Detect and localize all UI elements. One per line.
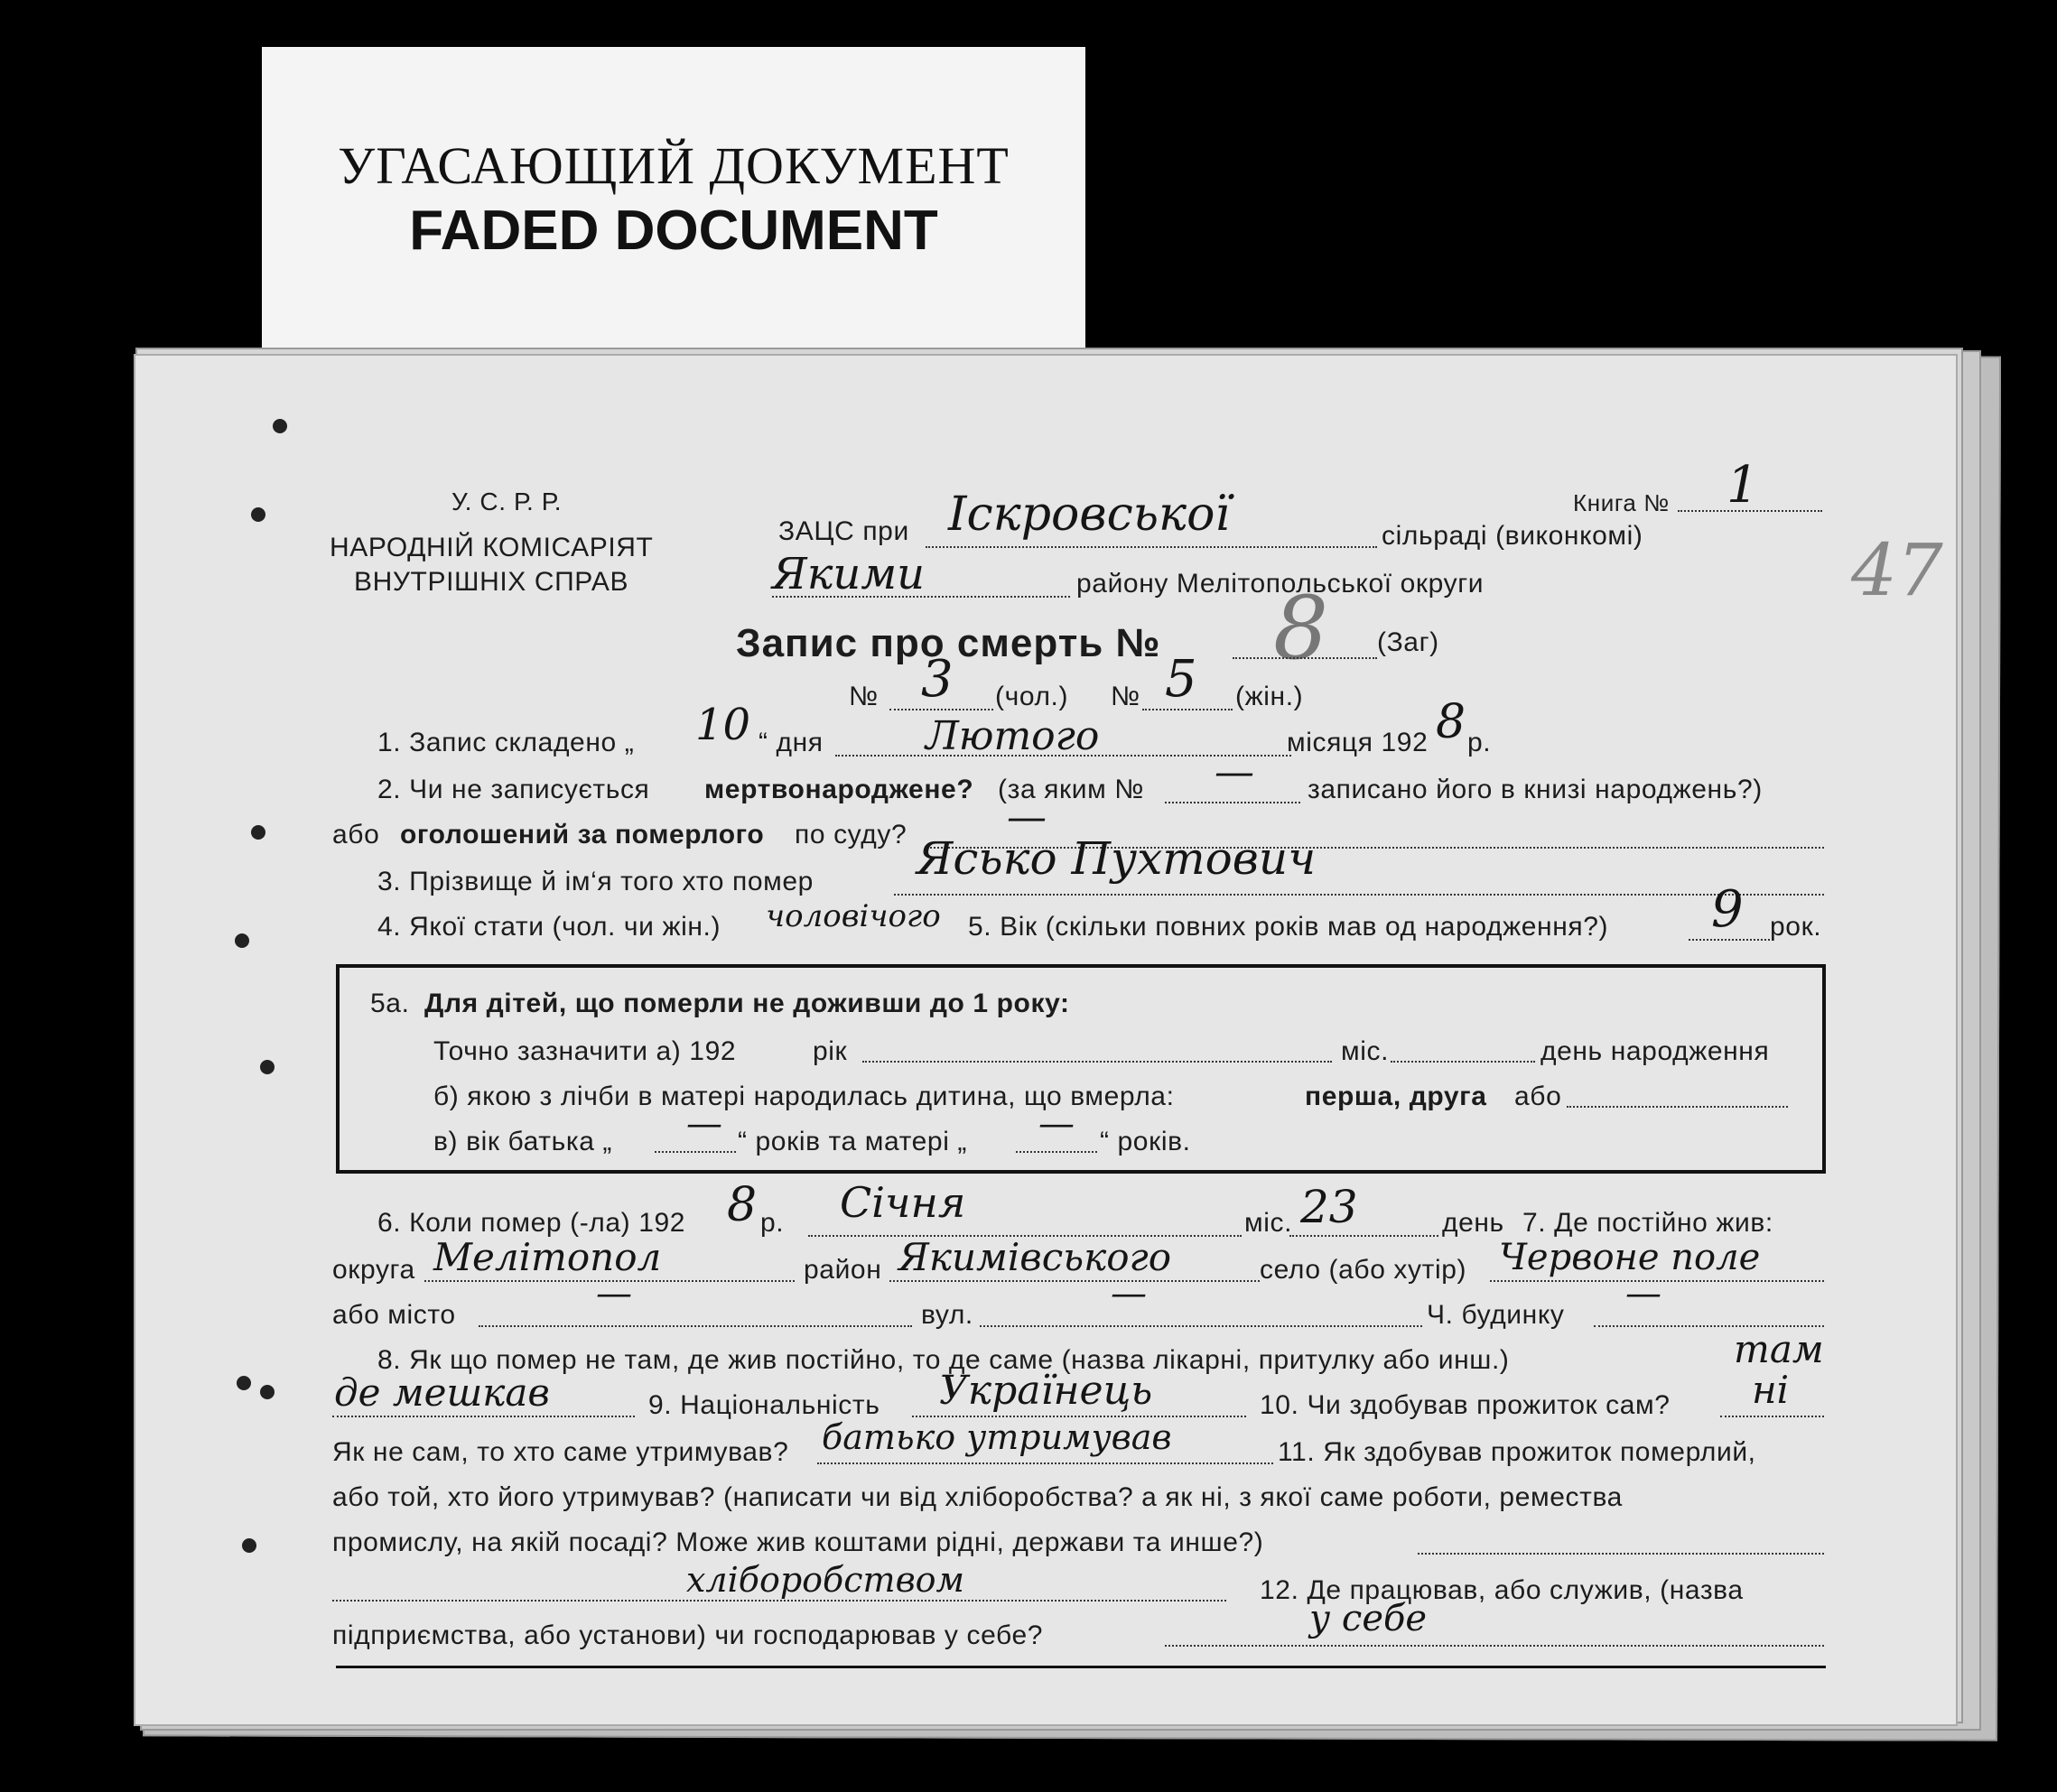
field-6-den: день: [1442, 1208, 1504, 1238]
label-ru: УГАСАЮЩИЙ ДОКУМЕНТ: [338, 136, 1010, 195]
record-title: Запис про смерть №: [736, 621, 1161, 665]
field-2-declared-dead: оголошений за померлого: [400, 820, 765, 850]
selo-label: село (або хутір): [1260, 1255, 1467, 1285]
box5a-line2-a: Точно зазначити а) 192: [433, 1036, 737, 1066]
field-11-line3: промислу, на якій посаді? Може жив коштами рідні, держави та инше?): [332, 1527, 1264, 1557]
field-11-label: 11. Як здобував прожиток померлий,: [1278, 1437, 1756, 1467]
side-number: 47: [1851, 528, 1943, 612]
zhin-label: (жін.): [1235, 682, 1304, 711]
field-8-line: [332, 1416, 635, 1417]
field-2-value: —: [1215, 749, 1254, 795]
box5a-line3: б) якою з лічби в матері народилась дитина, що вмерла:: [433, 1082, 1175, 1111]
box5a-month-line: [1391, 1061, 1535, 1063]
field-6-month: Січня: [840, 1178, 966, 1227]
misto-value: —: [596, 1273, 632, 1314]
field-3-label: 3. Прізвище й ім‘я того хто помер: [377, 867, 814, 896]
field-11-line3-dots: [1418, 1553, 1824, 1555]
zags-label: ЗАЦС при: [778, 516, 909, 546]
field-5-value: 9: [1711, 880, 1744, 939]
field-1-month: Лютого: [926, 713, 1100, 759]
field-6-day-line: [1289, 1235, 1438, 1237]
box5a-line4-b: “ років та матері „: [738, 1127, 967, 1156]
field-3-line: [894, 894, 1824, 896]
field-6-r: р.: [760, 1208, 785, 1238]
field-1-label: 1. Запис складено „: [377, 728, 635, 757]
misto-line: [479, 1325, 912, 1327]
field-11-value: хліборобством: [686, 1560, 965, 1600]
field-6-year: 8: [727, 1178, 758, 1232]
field-12-line2: підприємства, або установи) чи господарював у себе?: [332, 1620, 1044, 1650]
box5a-or: або: [1514, 1082, 1562, 1111]
book-number-value: 1: [1727, 456, 1759, 515]
field-5-rok: рок.: [1770, 912, 1822, 942]
box5a-number: 5а.: [370, 989, 410, 1018]
chol-label: (чол.): [995, 682, 1069, 711]
field-12-line: [1165, 1645, 1824, 1647]
field-4-value: чоловічого: [766, 898, 941, 934]
field-5-line: [1689, 939, 1770, 941]
field-2-or: або: [332, 820, 380, 850]
book-number-label: Книга №: [1573, 489, 1670, 516]
field-5-label: 5. Вік (скільки повних років мав од народження?): [968, 912, 1609, 942]
box5a-line4-c: “ років.: [1100, 1127, 1191, 1156]
field-2-court: по суду?: [795, 820, 908, 850]
okruha-label: округа: [332, 1255, 415, 1285]
field-12-label: 12. Де працював, або служив, (назва: [1260, 1575, 1744, 1605]
misto-label: або місто: [332, 1300, 456, 1330]
box5a-heading: Для дітей, що померли не доживши до 1 року:: [424, 989, 1070, 1018]
raion-handwritten: Якими: [772, 549, 926, 599]
field-1-day-suffix: “ дня: [759, 728, 824, 757]
vul-label: вул.: [921, 1300, 973, 1330]
no-chol-label: №: [849, 682, 879, 711]
field-3-value: Ясько Пухтович: [917, 832, 1317, 885]
ussr-header: У. С. Р. Р.: [451, 487, 563, 515]
box5a-line2-year: рік: [813, 1036, 848, 1066]
field-8-value-b: де мешкав: [334, 1370, 550, 1415]
box5a-mother-age: —: [1038, 1103, 1075, 1145]
box5a-first-second: перша, друга: [1305, 1082, 1487, 1111]
field-10-value: ні: [1752, 1368, 1790, 1412]
box5a-line4-a: в) вік батька „: [433, 1127, 613, 1156]
field-7-label: 7. Де постійно жив:: [1522, 1208, 1773, 1238]
male-number-line: [889, 709, 993, 710]
female-number-line: [1142, 709, 1233, 710]
label-en: FADED DOCUMENT: [409, 200, 938, 262]
field-6-day: 23: [1300, 1181, 1358, 1233]
no-zhin-label: №: [1111, 682, 1140, 711]
field-9-label: 9. Національність: [648, 1390, 880, 1420]
field-10-label: 10. Чи здобував прожиток сам?: [1260, 1390, 1671, 1420]
record-number-line: [1233, 657, 1377, 659]
field-1-day: 10: [695, 700, 751, 750]
field-10b-value: батько утримував: [822, 1417, 1172, 1457]
field-9-value: Українець: [939, 1368, 1153, 1414]
punch-hole: [251, 825, 265, 840]
raion-line: [772, 596, 1070, 598]
punch-hole: [237, 1376, 251, 1390]
okruha-value: Мелітопол: [433, 1235, 662, 1279]
field-6-label: 6. Коли помер (-ла) 192: [377, 1208, 686, 1238]
silradi-label: сільраді (виконкомі): [1382, 521, 1643, 551]
punch-hole: [251, 507, 265, 522]
box5a-father-line: [655, 1151, 736, 1153]
commissariat-line2: ВНУТРІШНІХ СПРАВ: [354, 567, 629, 597]
vul-line: [980, 1325, 1422, 1327]
budynku-value: —: [1625, 1273, 1661, 1314]
field-11-line2: або той, хто його утримував? (написати чи від хліборобства? а як ні, з якої саме роботи, ремества: [332, 1482, 1623, 1512]
bottom-rule: [336, 1666, 1826, 1668]
field-2-number-label: (за яким №: [998, 775, 1145, 804]
male-number: 3: [921, 650, 954, 709]
field-2-stillborn: мертвонароджене?: [704, 775, 974, 804]
punch-hole: [260, 1385, 275, 1399]
budynku-label: Ч. будинку: [1427, 1300, 1565, 1330]
field-6-mis: міс.: [1244, 1208, 1293, 1238]
vul-value: —: [1111, 1273, 1147, 1314]
field-11-value-line: [332, 1600, 1226, 1602]
raion-value: Якимівського: [898, 1235, 1172, 1279]
box5a-mother-line: [1016, 1151, 1097, 1153]
field-4-label: 4. Якої стати (чол. чи жін.): [377, 912, 721, 942]
raion-okrug-label: району Мелітопольської округи: [1076, 569, 1485, 599]
field-8-label: 8. Як що помер не там, де жив постійно, то де саме (назва лікарні, притулку або инш.): [377, 1345, 1510, 1375]
field-8-value-a: там: [1734, 1327, 1824, 1371]
box5a-line2-month: міс.: [1341, 1036, 1390, 1066]
selo-value: Червоне поле: [1499, 1237, 1761, 1278]
punch-hole: [242, 1538, 256, 1553]
raion-label: район: [804, 1255, 882, 1285]
field-2-label: 2. Чи не записується: [377, 775, 650, 804]
field-2-line: [1165, 802, 1300, 803]
field-1-r: р.: [1467, 728, 1492, 757]
punch-hole: [235, 933, 249, 948]
field-1-year-label: місяця 192: [1287, 728, 1429, 757]
field-2b-value: —: [1007, 794, 1047, 840]
book-number-line: [1678, 510, 1822, 512]
box5a-line2-day: день народження: [1540, 1036, 1770, 1066]
box5a-line3-line: [1567, 1106, 1788, 1108]
box5a-father-age: —: [686, 1103, 722, 1145]
female-number: 5: [1165, 650, 1197, 709]
field-1-year: 8: [1436, 695, 1466, 749]
field-10b-line: [817, 1462, 1273, 1464]
zag-label: (Заг): [1377, 627, 1439, 657]
village-line: [926, 546, 1377, 548]
box5a-year-line2: [862, 1061, 1332, 1063]
commissariat-line1: НАРОДНІЙ КОМІСАРІЯТ: [330, 533, 654, 562]
field-12-value: у себе: [1309, 1598, 1428, 1639]
village-handwritten: Іскровської: [948, 487, 1230, 542]
field-2-birth-book: записано його в книзі народжень?): [1308, 775, 1763, 804]
field-10b-label: Як не сам, то хто саме утримував?: [332, 1437, 789, 1467]
raion-line-2: [889, 1280, 1260, 1282]
field-10-line: [1720, 1416, 1824, 1417]
faded-document-label: [262, 47, 1085, 358]
record-number: 8: [1273, 578, 1329, 679]
punch-hole: [260, 1060, 275, 1074]
punch-hole: [273, 419, 287, 433]
